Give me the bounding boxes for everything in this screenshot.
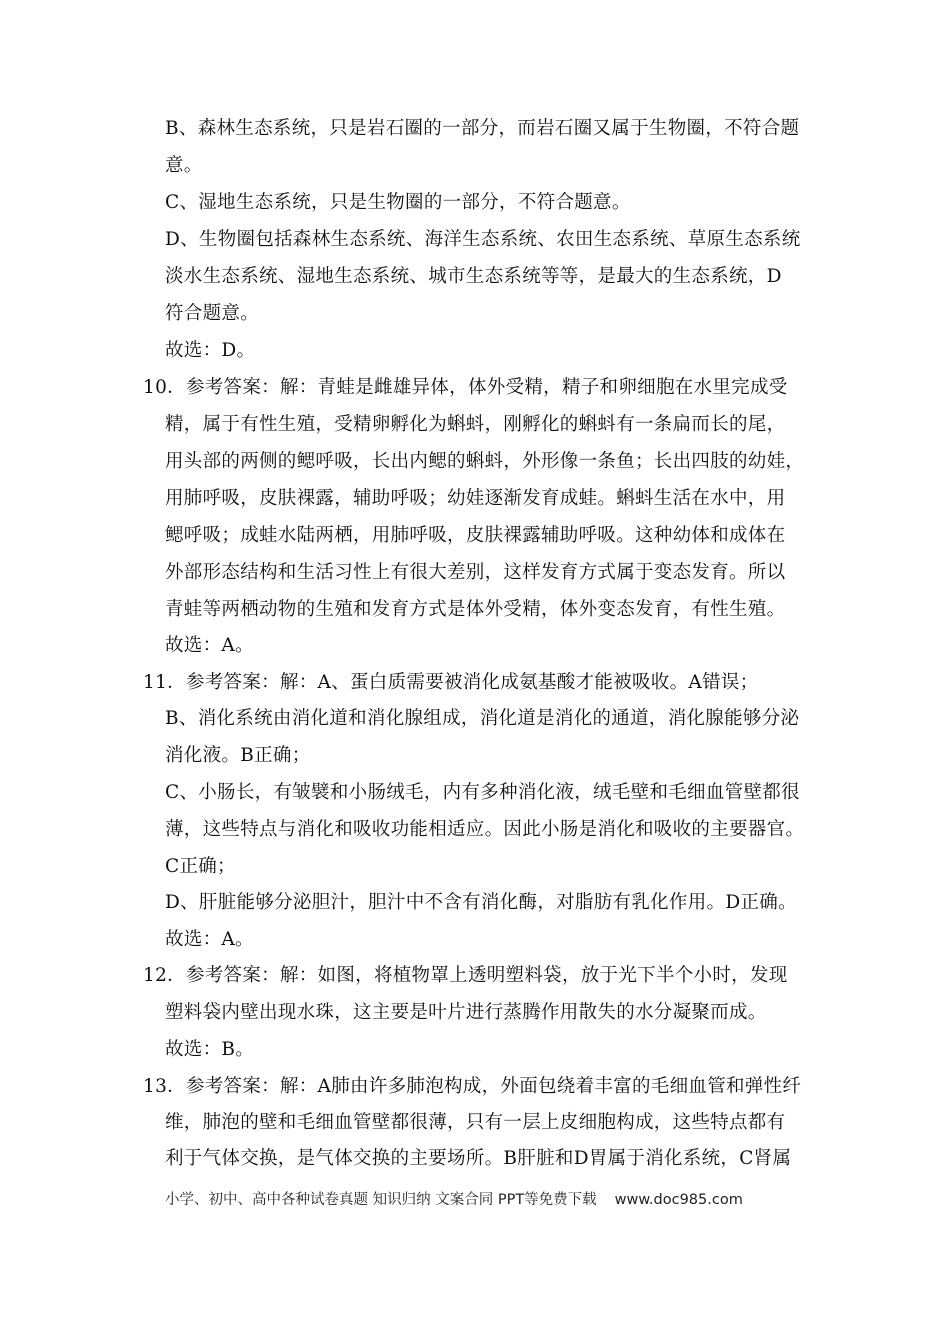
- text-line: 故选：D。: [165, 340, 256, 361]
- text-line: C、湿地生态系统，只是生物圈的一部分，不符合题意。: [165, 192, 631, 213]
- question-11-heading: 11．参考答案：解：A、蛋白质需要被消化成氨基酸才能被吸收。A错误；: [143, 672, 759, 693]
- text-line: 符合题意。: [165, 303, 260, 324]
- text-line: 外部形态结构和生活习性上有很大差别，这样发育方式属于变态发育。所以: [165, 562, 786, 583]
- text-line: 故选：B。: [165, 1039, 255, 1060]
- text-line: 消化液。B正确；: [165, 745, 311, 766]
- footer-url: www.doc985.com: [614, 1192, 743, 1208]
- text-line: 用肺呼吸，皮肤裸露，辅助呼吸；幼娃逐渐发育成蛙。蝌蚪生活在水中，用: [165, 488, 786, 509]
- text-line: 故选：A。: [165, 929, 254, 950]
- text-line: C正确；: [165, 856, 236, 877]
- text-line: D、生物圈包括森林生态系统、海洋生态系统、农田生态系统、草原生态系统: [165, 229, 801, 250]
- footer-text: 小学、初中、高中各种试卷真题 知识归纳 文案合同 PPT等免费下载: [165, 1192, 597, 1208]
- question-12-heading: 12．参考答案：解：如图，将植物罩上透明塑料袋，放于光下半个小时，发现: [143, 965, 788, 986]
- text-line: 用头部的两侧的鳃呼吸，长出内鳃的蝌蚪，外形像一条鱼；长出四肢的幼娃，: [165, 451, 805, 472]
- text-line: B、森林生态系统，只是岩石圈的一部分，而岩石圈又属于生物圈，不符合题: [165, 118, 800, 139]
- text-line: 塑料袋内壁出现水珠，这主要是叶片进行蒸腾作用散失的水分凝聚而成。: [165, 1002, 767, 1023]
- text-line: 精，属于有性生殖，受精卵孵化为蝌蚪，刚孵化的蝌蚪有一条扁而长的尾，: [165, 414, 786, 435]
- question-13-heading: 13．参考答案：解：A肺由许多肺泡构成，外面包绕着丰富的毛细血管和弹性纤: [143, 1076, 802, 1097]
- text-line: 青蛙等两栖动物的生殖和发育方式是体外受精，体外变态发育，有性生殖。: [165, 599, 786, 620]
- text-line: B、消化系统由消化道和消化腺组成，消化道是消化的通道，消化腺能够分泌: [165, 708, 800, 729]
- text-line: 意。: [165, 155, 203, 176]
- text-line: D、肝脏能够分泌胆汁，胆汁中不含有消化酶，对脂肪有乳化作用。D正确。: [165, 892, 797, 913]
- page-footer: [165, 1190, 743, 1210]
- text-line: 淡水生态系统、湿地生态系统、城市生态系统等等，是最大的生态系统，D: [165, 266, 782, 287]
- text-line: 鳃呼吸；成蛙水陆两栖，用肺呼吸，皮肤裸露辅助呼吸。这种幼体和成体在: [165, 525, 786, 546]
- text-line: 维，肺泡的壁和毛细血管壁都很薄，只有一层上皮细胞构成，这些特点都有: [165, 1112, 786, 1133]
- text-line: 利于气体交换，是气体交换的主要场所。B肝脏和D胃属于消化系统，C肾属: [165, 1148, 792, 1169]
- text-line: C、小肠长，有皱襞和小肠绒毛，内有多种消化液，绒毛壁和毛细血管壁都很: [165, 782, 800, 803]
- text-line: 薄，这些特点与消化和吸收功能相适应。因此小肠是消化和吸收的主要器官。: [165, 819, 805, 840]
- text-line: 故选：A。: [165, 635, 254, 656]
- question-10-heading: 10．参考答案：解：青蛙是雌雄异体，体外受精，精子和卵细胞在水里完成受: [143, 377, 788, 398]
